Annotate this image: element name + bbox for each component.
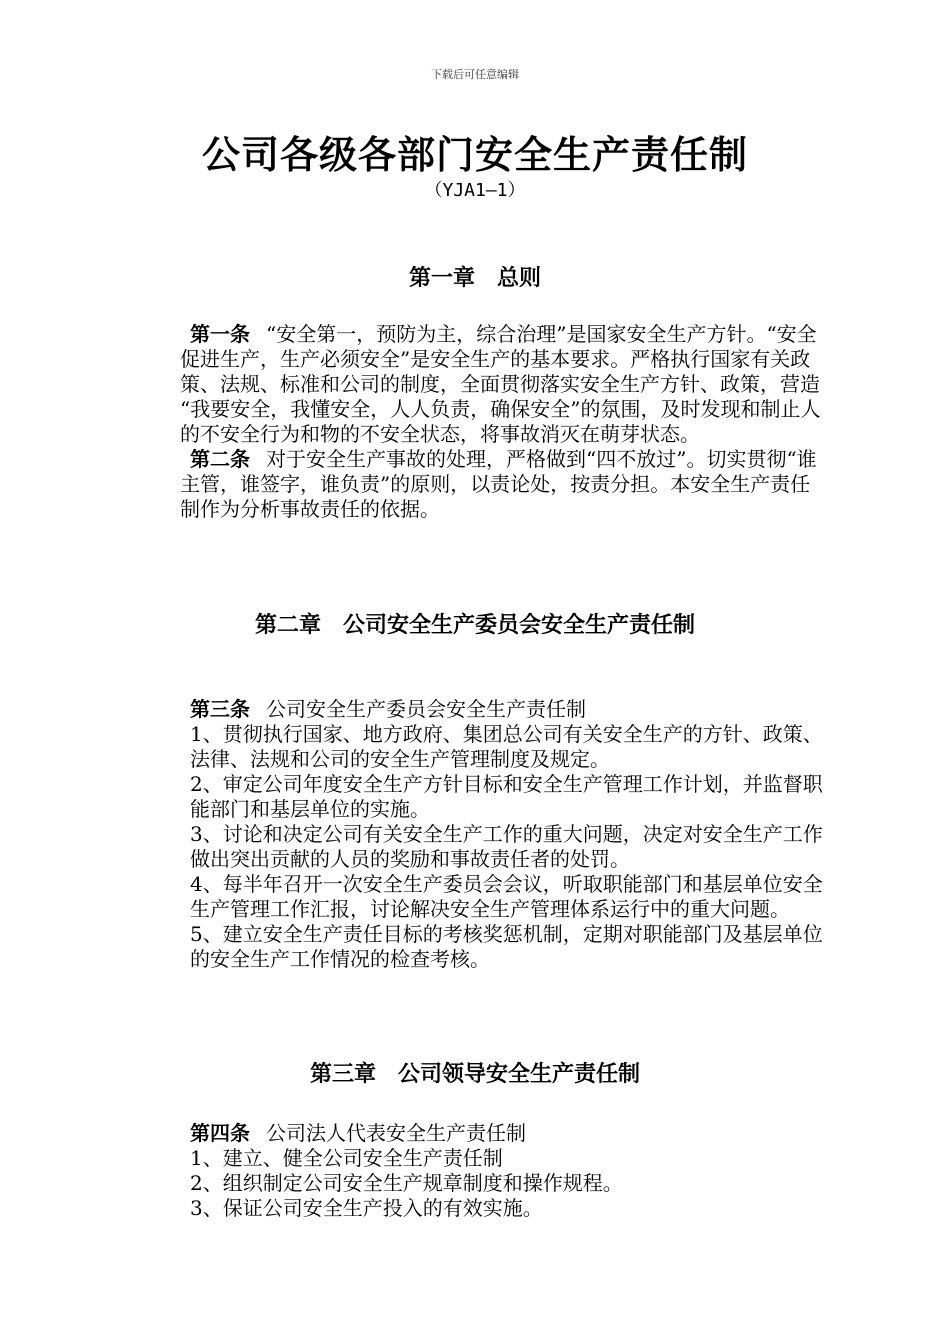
chapter-number: 第二章 <box>254 613 321 638</box>
article-label: 第二条 <box>190 447 250 471</box>
chapter-1-body <box>180 322 830 522</box>
document-title: 公司各级各部门安全生产责任制 <box>201 133 748 177</box>
article-label: 第三条 <box>190 697 250 721</box>
chapter-name: 公司安全生产委员会安全生产责任制 <box>343 613 696 638</box>
article-1 <box>180 322 830 447</box>
list-item: 2、组织制定公司安全生产规章制度和操作规程。 <box>190 1171 623 1195</box>
document-code: （YJA1—1） <box>424 180 526 201</box>
list-item: 3、讨论和决定公司有关安全生产工作的重大问题，决定对安全生产工作做出突出贡献的人员的奖励和事故责任者的处罚。 <box>190 822 823 871</box>
article-label: 第四条 <box>190 1121 250 1145</box>
chapter-2-heading <box>0 608 950 639</box>
article-text: 公司法人代表安全生产责任制 <box>266 1121 526 1145</box>
chapter-name: 公司领导安全生产责任制 <box>398 1062 641 1087</box>
article-text: 公司安全生产委员会安全生产责任制 <box>266 697 586 721</box>
list-item: 3、保证公司安全生产投入的有效实施。 <box>190 1196 543 1220</box>
article-4-heading <box>180 1121 830 1146</box>
chapter-number: 第三章 <box>309 1062 376 1087</box>
chapter-3-body <box>180 1121 830 1221</box>
list-item: 4、每半年召开一次安全生产委员会会议，听取职能部门和基层单位安全生产管理工作汇报，讨论解决安全生产管理体系运行中的重大问题。 <box>190 872 823 921</box>
list-item: 2、审定公司年度安全生产方针目标和安全生产管理工作计划，并监督职能部门和基层单位的实施。 <box>190 772 823 821</box>
list-item: 1、贯彻执行国家、地方政府、集团总公司有关安全生产的方针、政策、法律、法规和公司的安全生产管理制度及规定。 <box>190 722 823 771</box>
article-3-heading <box>180 697 830 722</box>
list-item: 5、建立安全生产责任目标的考核奖惩机制，定期对职能部门及基层单位的安全生产工作情况的检查考核。 <box>190 922 823 971</box>
article-2 <box>180 447 830 522</box>
chapter-name: 总则 <box>497 266 542 291</box>
article-label: 第一条 <box>190 322 250 346</box>
chapter-1-heading <box>0 261 950 292</box>
article-text: 对于安全生产事故的处理，严格做到“四不放过”。切实贯彻“谁主管，谁签字，谁负责”的原则，以责论处，按责分担。本安全生产责任制作为分析事故责任的依据。 <box>180 447 817 521</box>
chapter-3-heading <box>0 1057 950 1088</box>
chapter-2-body <box>180 697 830 972</box>
header-note: 下载后可任意编辑 <box>431 68 519 81</box>
list-item: 1、建立、健全公司安全生产责任制 <box>190 1146 503 1170</box>
article-text: “安全第一，预防为主，综合治理”是国家安全生产方针。“安全促进生产，生产必须安全”是安全生产的基本要求。严格执行国家有关政策、法规、标准和公司的制度，全面贯彻落实安全生产方针、政策，营造 “我要安全，我懂安全，人人负责，确保安全”的氛围，及时发现和制止人的不安全行为和物的不安全状态，将事故消灭在萌芽状态。 <box>180 322 821 446</box>
chapter-number: 第一章 <box>408 266 475 291</box>
